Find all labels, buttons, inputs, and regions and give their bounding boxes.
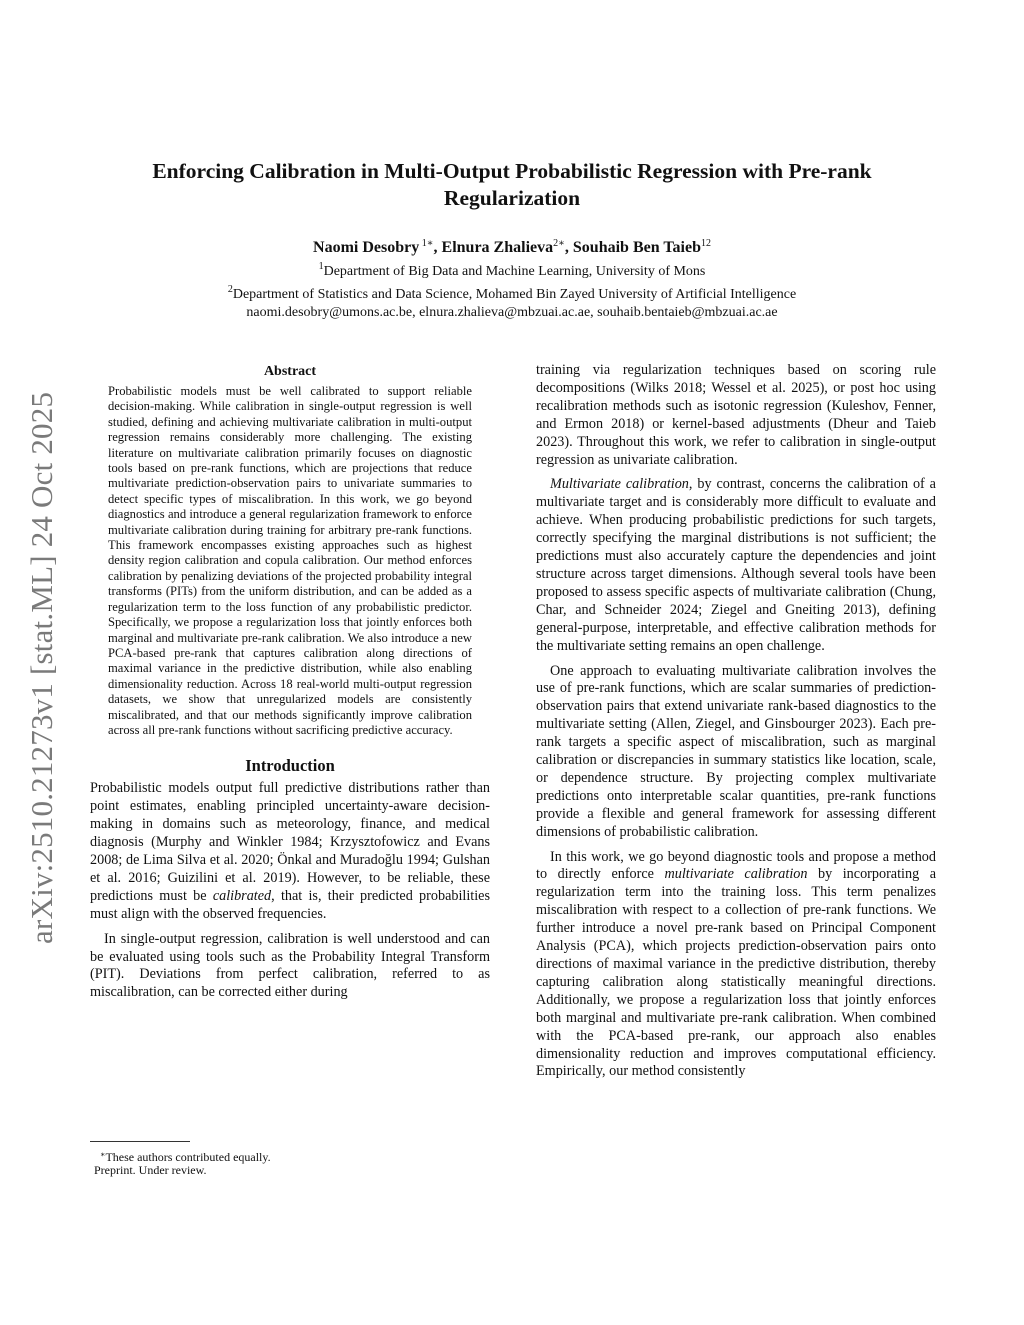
- author-name: Souhaib Ben Taieb: [572, 239, 701, 256]
- emphasis-text: calibrated: [212, 887, 272, 904]
- footnote-text: These authors contributed equally.: [105, 1150, 271, 1164]
- abstract-heading: Abstract: [263, 364, 317, 379]
- abstract-section: [90, 362, 490, 738]
- affiliation-mark: 2: [227, 284, 233, 295]
- right-column: [536, 362, 936, 1081]
- paper-title: [90, 158, 934, 212]
- paragraph-text: Probabilistic models output full predictive distributions rather than point estimates, enabling principled uncertainty-aware decision-making in domains such as meteorology, finance, and medical diagnosis (Murphy and Winkler 1984; Krzysztofowicz and Evans 2008; de Lima Silva et al. 2020; Önkal and Muradoğlu 1994; Gulshan et al. 2016; Guizilini et al. 2019). However, to be reliable, these predictions must be: [90, 780, 490, 904]
- affiliation-1: [90, 258, 934, 281]
- paper-header: [90, 158, 934, 322]
- author-list: [90, 234, 934, 258]
- affiliation-mark: 1: [318, 261, 324, 272]
- footnote-mark: ∗: [100, 1150, 106, 1159]
- author-emails: naomi.desobry@umons.ac.be, elnura.zhalieva@mbzuai.ac.ae, souhaib.bentaieb@mbzuai.ac.ae: [246, 305, 778, 320]
- affiliation-text: Department of Statistics and Data Science, Mohamed Bin Zayed University of Artificial Intelligence: [232, 287, 797, 302]
- author-affiliation-mark: 2∗: [553, 238, 565, 249]
- author-name: Naomi Desobry: [313, 239, 420, 256]
- author-name: Elnura Zhalieva: [441, 239, 554, 256]
- affiliation-2: [90, 281, 934, 304]
- emphasis-text: Multivariate calibration: [550, 476, 689, 493]
- paragraph-text: , that is, their predicted probabilities must align with the observed frequencies.: [90, 887, 490, 922]
- author-affiliation-mark: 12: [700, 238, 711, 249]
- author-separator: ,: [564, 239, 573, 256]
- right-paragraph-2: [536, 476, 936, 655]
- title-line-2: Regularization: [443, 186, 581, 210]
- abstract-text: Probabilistic models must be well calibrated to support reliable decision-making. While calibration in single-output regression is well studied, defining and achieving multivariate calibration in multi-output regression remains considerably more challenging. The existing literature on multivariate calibration primarily focuses on diagnostic tools based on pre-rank functions, which are projections that reduce multivariate prediction-observation pairs to univariate summaries to detect specific types of miscalibration. In this work, we go beyond diagnostics and introduce a general regularization framework to enforce multivariate calibration during training for arbitrary pre-rank functions. This framework encompasses existing approaches such as highest density region calibration and copula calibration. Our method enforces calibration by penalizing deviations of the projected probability integral transforms (PITs) from the uniform distribution, and can be added as a regularization term to the loss function of any probabilistic predictor. Specifically, we propose a regularization loss that jointly enforces both marginal and multivariate pre-rank calibration. We also introduce a new PCA-based pre-rank that captures calibration along directions of maximal variance in the predictive distribution, while also enabling dimensionality reduction. Across 18 real-world multi-output regression datasets, we show that unregularized models are consistently miscalibrated, and that our methods significantly improve calibration across all pre-rank functions without sacrificing predictive accuracy.: [108, 384, 472, 737]
- preprint-note: Preprint. Under review.: [94, 1163, 207, 1177]
- paragraph-text: by incorporating a regularization term into the training loss. This term penalizes miscalibration with respect to a collection of pre-rank functions. We further introduce a novel pre-rank based on Principal Component Analysis (PCA), which projects prediction-observation pairs onto directions of maximal variance in the predictive distribution, thereby capturing calibration along statistically meaningful directions. Additionally, we propose a regularization loss that jointly enforces both marginal and multivariate pre-rank calibration. When combined with the PCA-based pre-rank, our approach also enables dimensionality reduction and improves computational efficiency. Empirically, our method consistently: [536, 866, 936, 1080]
- right-paragraph-4: [536, 849, 936, 1082]
- author-separator: ,: [433, 239, 442, 256]
- right-paragraph-1: training via regularization techniques based on scoring rule decompositions (Wilks 2018; Wessel et al. 2025), or post hoc using recalibration methods such as isotonic regression (Kuleshov, Fenner, and Ermon 2018) or kernel-based adjustments (Dheur and Taieb 2023). Throughout this work, we refer to calibration in single-output regression as univariate calibration.: [536, 362, 936, 468]
- paragraph-text: In this work, we go beyond diagnostic tools and propose a method to directly enforce: [536, 848, 936, 883]
- arxiv-identifier: arXiv:2510.21273v1 [stat.ML] 24 Oct 2025: [24, 391, 59, 944]
- title-line-1: Enforcing Calibration in Multi-Output Probabilistic Regression with Pre-rank: [152, 159, 872, 183]
- intro-paragraph-1: [90, 780, 490, 923]
- intro-paragraph-2: In single-output regression, calibration is well understood and can be evaluated using tools such as the Probability Integral Transform (PIT). Deviations from perfect calibration, referred to as miscalibration, can be corrected either during: [90, 930, 490, 1001]
- introduction-heading: Introduction: [245, 756, 335, 776]
- author-affiliation-mark: 1∗: [419, 238, 434, 249]
- paragraph-text: , by contrast, concerns the calibration of a multivariate target and is considerably more difficult to evaluate and achieve. When producing probabilistic predictions for such targets, correctly specifying the marginal distributions is not sufficient; the predictions must also accurately capture the dependencies and joint structure across target dimensions. Although several tools have been proposed to assess specific aspects of multivariate calibration (Chung, Char, and Schneider 2024; Ziegel and Gneiting 2013), defining general-purpose, interpretable, and effective calibration methods for the multivariate setting remains an open challenge.: [536, 476, 936, 654]
- left-column: [90, 362, 490, 1002]
- right-paragraph-3: One approach to evaluating multivariate calibration involves the use of pre-rank functions, which are scalar summaries of prediction-observation pairs that extend univariate rank-based diagnostics to the multivariate setting (Allen, Ziegel, and Ginsbourger 2023). Each pre-rank targets a specific aspect of miscalibration, such as marginal calibration or discrepancies in summary statistics like location, scale, or dependence structure. By projecting complex multivariate predictions onto interpretable scalar quantities, pre-rank functions provide a flexible and general framework for assessing different dimensions of probabilistic calibration.: [536, 662, 936, 840]
- footnote-divider: [90, 1141, 190, 1142]
- affiliation-text: Department of Big Data and Machine Learning, University of Mons: [323, 264, 706, 279]
- emphasis-text: multivariate calibration: [664, 866, 808, 883]
